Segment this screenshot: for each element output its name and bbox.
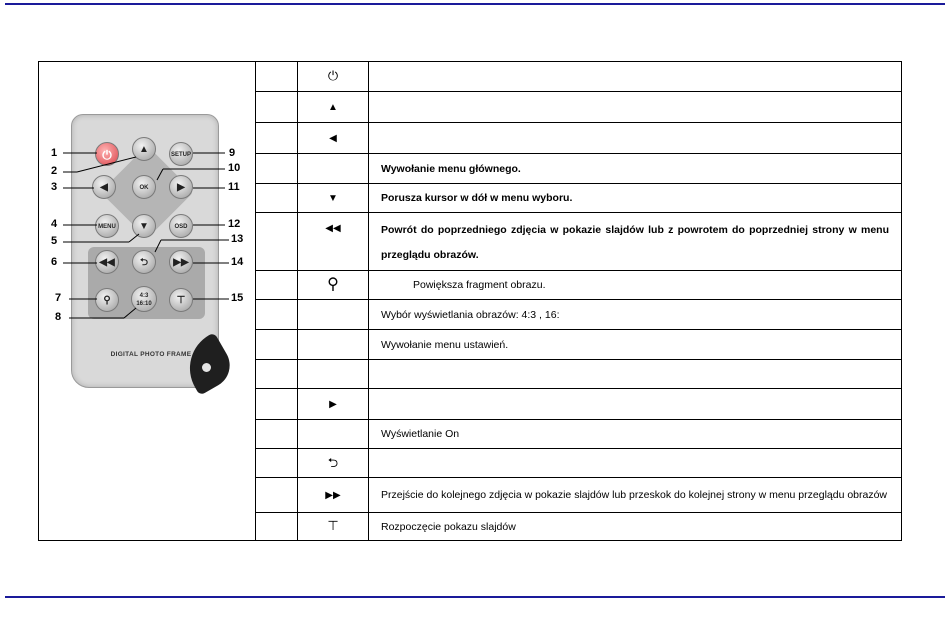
row-number-cell (256, 184, 298, 213)
row-number-cell (256, 330, 298, 360)
row-description: Porusza kursor w dół w menu wyboru. (369, 184, 902, 213)
callout-4: 4 (51, 218, 58, 230)
up-arrow-icon: ▲ (328, 101, 338, 113)
row-icon-cell (298, 330, 369, 360)
row-number-cell (256, 154, 298, 184)
zoom-icon: ⚲ (327, 275, 339, 293)
callout-10: 10 (228, 162, 241, 174)
remote-power-button: ⏻ (95, 142, 119, 166)
row-description (369, 213, 902, 271)
row-description (369, 389, 902, 420)
row-description: Przejście do kolejnego zdjęcia w pokazie slajdów lub przeskok do kolejnej strony w menu przeglądu obrazów (369, 478, 902, 513)
row-number-cell (256, 389, 298, 420)
row-number-cell (256, 478, 298, 513)
fast-forward-icon: ▶▶ (325, 489, 341, 501)
return-icon: ⮌ (327, 454, 339, 470)
callout-12: 12 (228, 218, 241, 230)
callout-7: 7 (55, 292, 62, 304)
row-icon-cell (298, 360, 369, 389)
remote-brand-label: DIGITAL PHOTO FRAME (110, 351, 192, 358)
row-number-cell (256, 360, 298, 389)
right-arrow-icon: ▶ (329, 398, 337, 410)
callout-9: 9 (229, 147, 236, 159)
remote-slideshow-button: ⊤ (169, 288, 193, 312)
ratio-bottom-label: 16:10 (136, 301, 152, 307)
row-number-cell (256, 420, 298, 449)
footer-rule (5, 596, 945, 598)
callout-15: 15 (231, 292, 244, 304)
row-description: Powiększa fragment obrazu. (369, 271, 902, 300)
callout-8: 8 (55, 311, 62, 323)
row-icon-cell (298, 300, 369, 330)
header-rule (5, 3, 945, 5)
callout-6: 6 (51, 256, 58, 268)
row-description (369, 92, 902, 123)
rewind-icon: ◀◀ (325, 223, 341, 234)
row-description: Wywołanie menu ustawień. (369, 330, 902, 360)
left-arrow-icon: ◀ (329, 132, 337, 144)
remote-functions-table (38, 61, 902, 541)
remote-illustration-cell (39, 62, 256, 541)
remote-left-button: ◀ (92, 175, 116, 199)
row-number-cell (256, 92, 298, 123)
remote-zoom-button: ⚲ (95, 288, 119, 312)
remote-next-button: ▶▶ (169, 250, 193, 274)
power-icon: ⏻ (327, 68, 339, 83)
remote-back-button: ⮌ (132, 250, 156, 274)
callout-3: 3 (51, 181, 58, 193)
remote-down-button: ▼ (132, 214, 156, 238)
rewind-description-line2: przeglądu obrazów. (381, 248, 479, 261)
remote-menu-button: MENU (95, 214, 119, 238)
row-description (369, 123, 902, 154)
remote-osd-button: OSD (169, 214, 193, 238)
row-number-cell (256, 449, 298, 478)
callout-13: 13 (231, 233, 244, 245)
remote-control-image (39, 62, 255, 392)
callout-1: 1 (51, 147, 58, 159)
row-icon-cell (298, 154, 369, 184)
callout-2: 2 (51, 165, 58, 177)
row-number-cell (256, 213, 298, 271)
row-description (369, 449, 902, 478)
row-description: Wyświetlanie On (369, 420, 902, 449)
remote-ok-button: OK (132, 175, 156, 199)
table-row (39, 62, 902, 92)
row-number-cell (256, 62, 298, 92)
row-number-cell (256, 300, 298, 330)
row-description: Wywołanie menu głównego. (369, 154, 902, 184)
remote-prev-button: ◀◀ (95, 250, 119, 274)
callout-14: 14 (231, 256, 244, 268)
row-number-cell (256, 513, 298, 541)
remote-up-button: ▲ (132, 137, 156, 161)
row-description: Rozpoczęcie pokazu slajdów (369, 513, 902, 541)
callout-5: 5 (51, 235, 58, 247)
down-arrow-icon: ▼ (328, 192, 338, 204)
rewind-description-line1: Powrót do poprzedniego zdjęcia w pokazie slajdów lub z powrotem do poprzedniej strony w menu (381, 223, 889, 236)
row-icon-cell (298, 420, 369, 449)
ratio-top-label: 4:3 (139, 293, 149, 299)
callout-11: 11 (228, 181, 240, 193)
remote-setup-button: SETUP (169, 142, 193, 166)
callout-leader-lines (39, 62, 255, 392)
slideshow-icon: ⊤ (327, 518, 339, 533)
row-description (369, 360, 902, 389)
row-number-cell (256, 271, 298, 300)
remote-right-button: ▶ (169, 175, 193, 199)
row-description (369, 62, 902, 92)
row-description: Wybór wyświetlania obrazów: 4:3 , 16: (369, 300, 902, 330)
row-number-cell (256, 123, 298, 154)
